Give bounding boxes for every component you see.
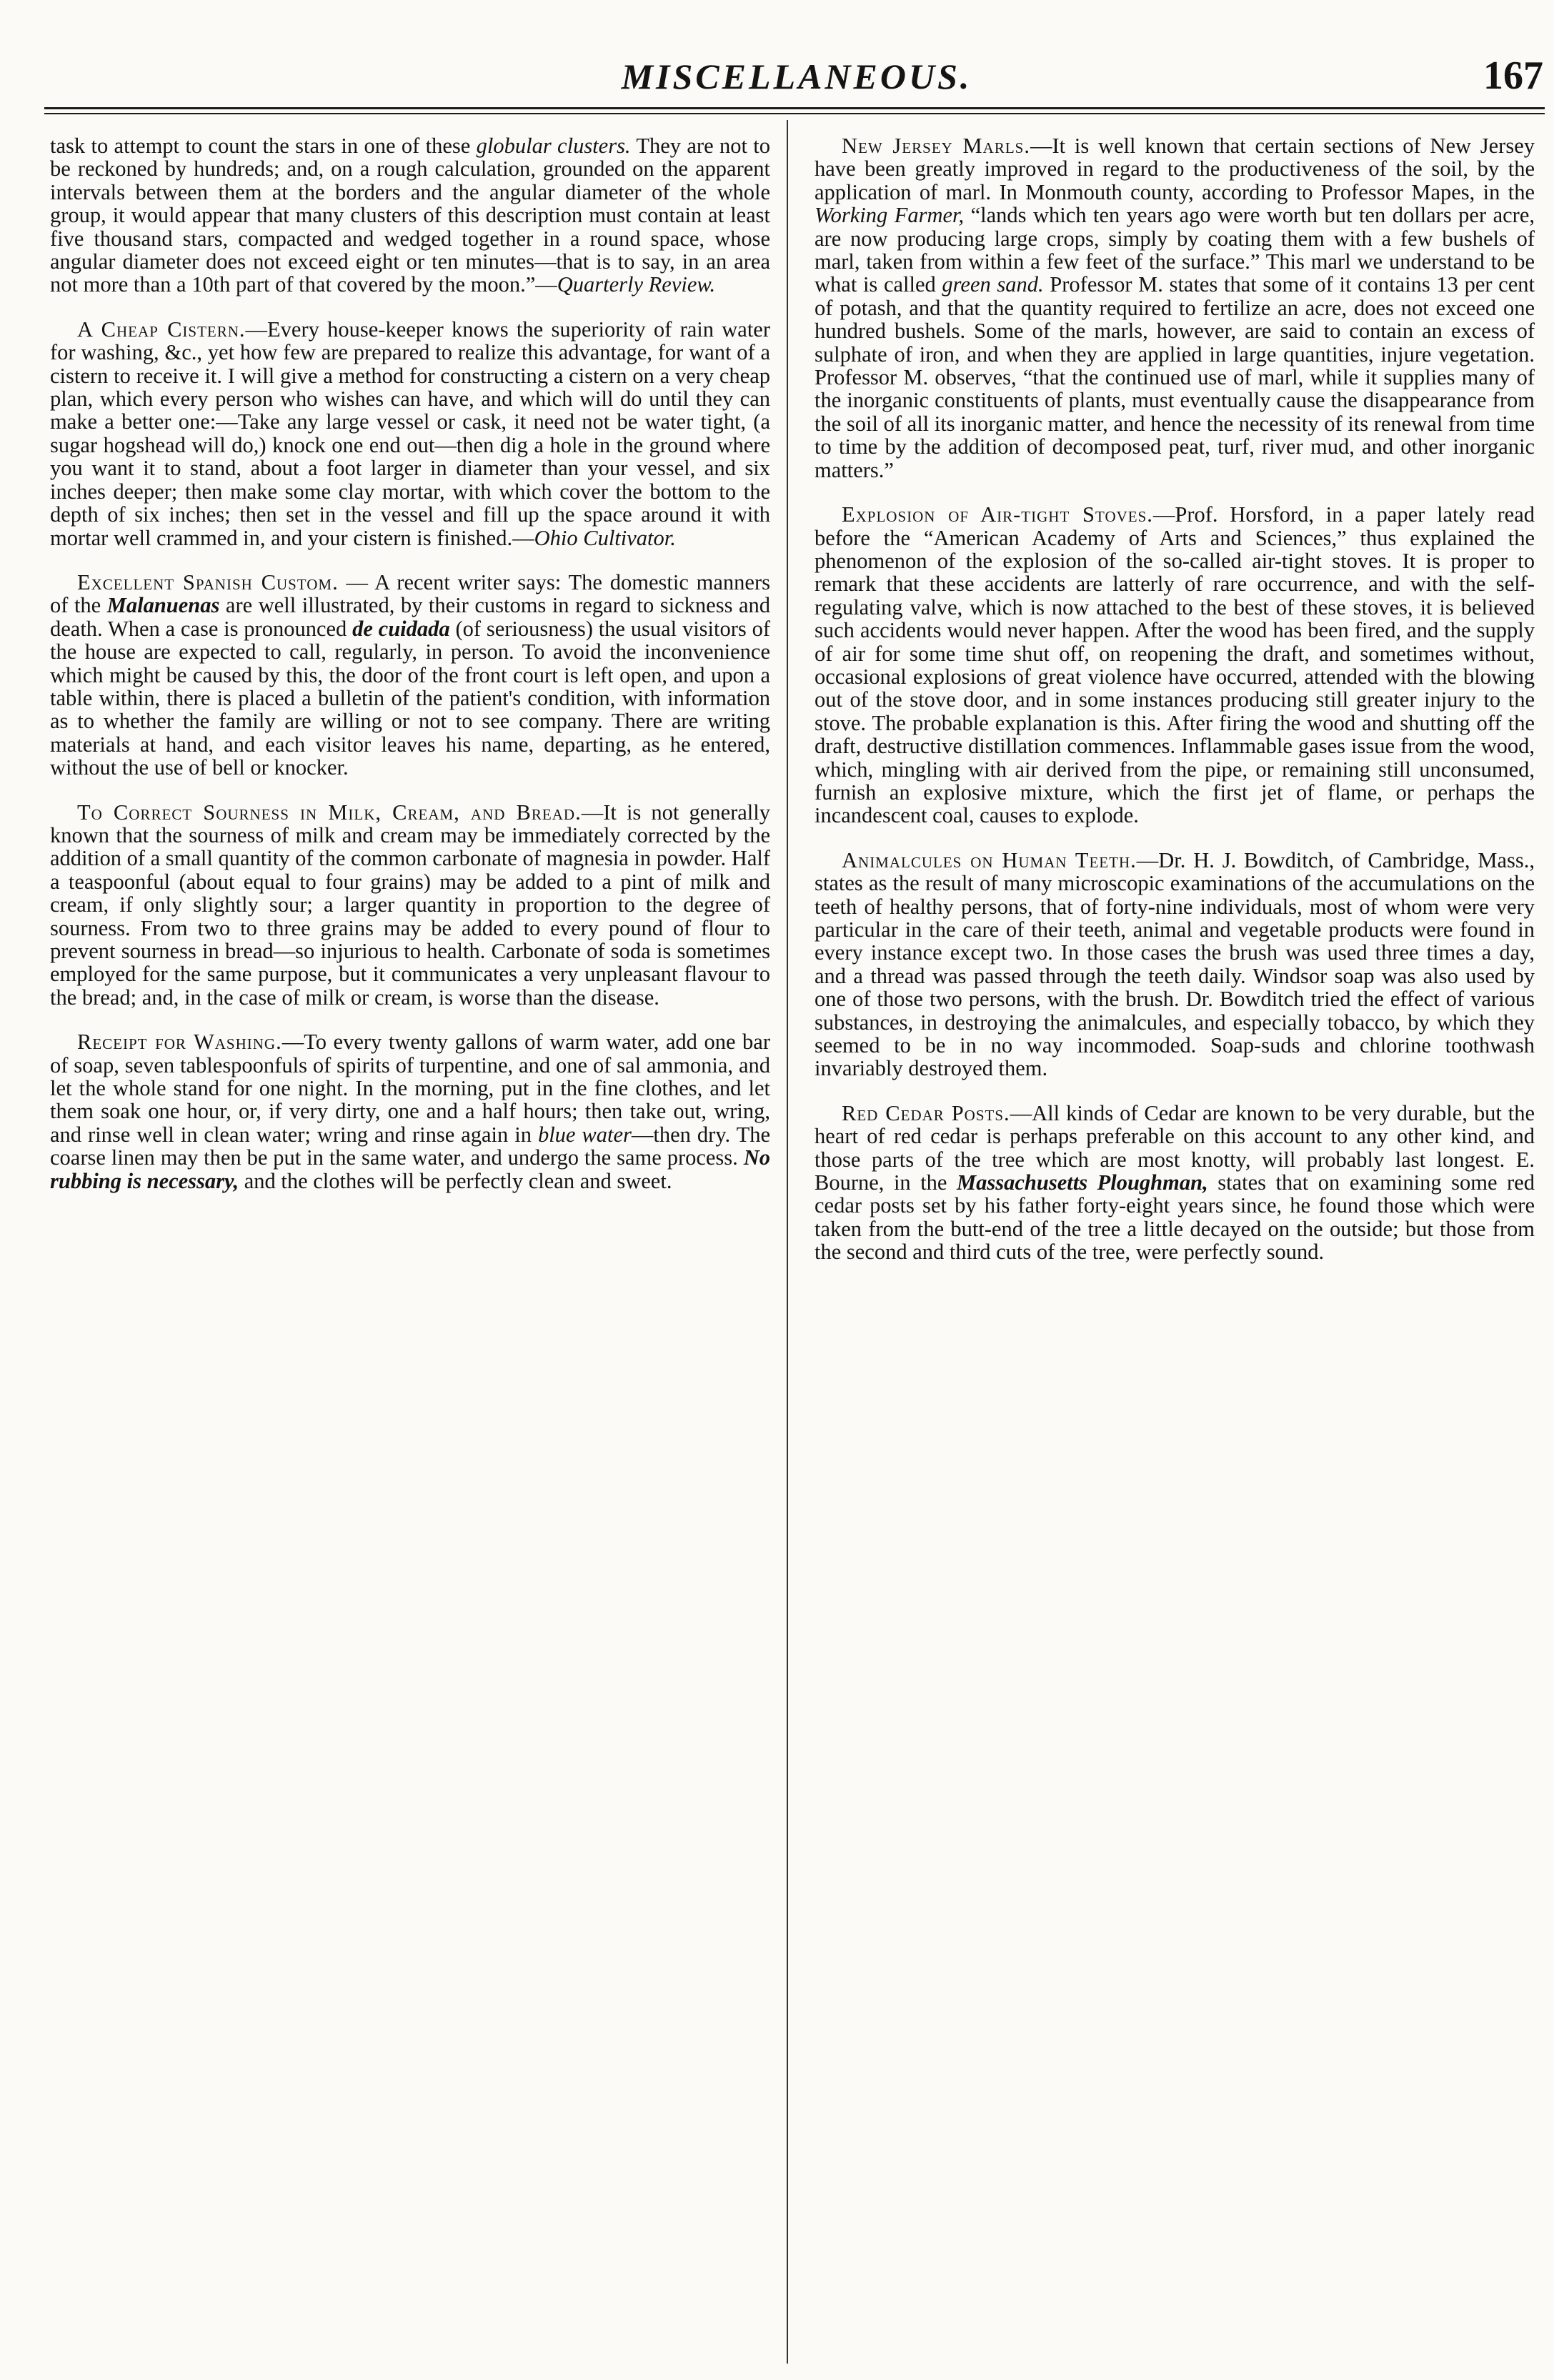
article-heading: New Jersey Marls.	[842, 134, 1030, 158]
left-column	[50, 134, 770, 1193]
article-cheap-cistern: A Cheap Cistern.—Every house-keeper knows the superiority of rain water for washing, &c., yet how few are prepared to realize this advantage, for want of a cistern to receive it. I will give a method for constructing a cistern on a very cheap plan, which every person who wishes can have, and which will do until they can make a better one:—Take any large vessel or cask, it need not be water tight, (a sugar hogshead will do,) knock one end out—then dig a hole in the ground where you want it to stand, about a foot larger in diameter than your vessel, and six inches deeper; then make some clay mortar, with which cover the bottom to the depth of six inches; then set in the vessel and fill up the space around it with mortar well crammed in, and your cistern is finished.—Ohio Cultivator.	[50, 317, 770, 550]
article-stars-continued: task to attempt to count the stars in one of these globular clusters. They are not to be reckoned by hundreds; and, on a rough calculation, grounded on the apparent intervals between them at the borders and the angular diameter of the whole group, it would appear that many clusters of this description must contain at least five thousand stars, compacted and wedged together in a round space, whose angular diameter does not exceed eight or ten minutes—that is to say, in an area not more than a 10th part of that covered by the moon.”—Quarterly Review.	[50, 134, 770, 297]
header-rule-thin	[44, 113, 1545, 114]
article-heading: Receipt for Washing.	[77, 1030, 282, 1055]
article-washing: Receipt for Washing.—To every twenty gallons of warm water, add one bar of soap, seven tablespoonfuls of spirits of turpentine, and one of sal ammonia, and let the whole stand for one night. In the morning, put in the fine clothes, and let them soak one hour, or, if very dirty, one and a half hours; then take out, wring, and rinse well in clean water; wring and rinse again in blue water—then dry. The coarse linen may then be put in the same water, and undergo the same process. No rubbing is necessary, and the clothes will be perfectly clean and sweet.	[50, 1030, 770, 1193]
article-heading: A Cheap Cistern.	[77, 317, 246, 342]
article-animalcules: Animalcules on Human Teeth.—Dr. H. J. Bowditch, of Cambridge, Mass., states as the result of many microscopic examinations of the accumulations on the teeth of healthy persons, that of forty-nine individuals, most of whom were very particular in the care of their teeth, animal and vegetable products were found in every instance except two. In those cases the brush was used three times a day, and a thread was passed through the teeth daily. Windsor soap was also used by one of those two persons, with the brush. Dr. Bowditch tried the effect of various substances, in destroying the animalcules, and especially tobacco, by which they seemed to be in no way incommoded. Soap-suds and chlorine toothwash invariably destroyed them.	[815, 847, 1535, 1081]
article-red-cedar-posts: Red Cedar Posts.—All kinds of Cedar are known to be very durable, but the heart of red cedar is perhaps preferable on this account to any other kind, and those parts of the tree which are most knotty, will probably last longest. E. Bourne, in the Massachusetts Ploughman, states that on examining some red cedar posts set by his father forty-eight years since, he found those which were taken from the butt-end of the tree a little decayed on the outside; but those from the second and third cuts of the tree, were perfectly sound.	[815, 1100, 1535, 1265]
page-header	[50, 56, 1543, 99]
running-title: MISCELLANEOUS.	[621, 56, 972, 96]
page-number: 167	[1483, 54, 1543, 98]
article-heading: Excellent Spanish Custom.	[77, 569, 339, 594]
article-spanish-custom: Excellent Spanish Custom. — A recent writer says: The domestic manners of the Malanuenas are well illustrated, by their customs in regard to sickness and death. When a case is pronounced de cuidada (of seriousness) the usual visitors of the house are expected to call, regularly, in person. To avoid the inconvenience which might be caused by this, the door of the front court is left open, and upon a table within, there is placed a bulletin of the patient's condition, with information as to whether the family are willing or not to see company. There are writing materials at hand, and each visitor leaves his name, departing, as he entered, without the use of bell or knocker.	[50, 569, 771, 780]
header-rule	[44, 107, 1545, 109]
article-heading: Animalcules on Human Teeth.	[842, 847, 1137, 872]
article-source: Ohio Cultivator.	[534, 525, 676, 550]
article-air-tight-stoves: Explosion of Air-tight Stoves.—Prof. Horsford, in a paper lately read before the “American Academy of Arts and Sciences,” thus explained the phenomenon of the explosion of the so-called air-tight stoves. It is proper to remark that these accidents are latterly of rare occurrence, and with the self-regulating valve, which is now attached to the best of these stoves, it is believed such accidents would never happen. After the wood has been fired, and the supply of air for some time shut off, on reopening the draft, and sometimes without, occasional explosions of great violence have occurred, attended with the blowing out of the stove door, and in some instances producing still greater injury to the stove. The probable explanation is this. After firing the wood and shutting off the draft, destructive distillation commences. Inflammable gases issue from the wood, which, mingling with air derived from the pipe, or remaining still unconsumed, furnish an explosive mixture, which the first jet of flame, or perhaps the incandescent coal, causes to explode.	[815, 502, 1535, 828]
column-divider	[787, 120, 788, 2364]
article-new-jersey-marls: New Jersey Marls.—It is well known that certain sections of New Jersey have been greatly improved in regard to the productiveness of the soil, by the application of marl. In Monmouth county, according to Professor Mapes, in the Working Farmer, “lands which ten years ago were worth but ten dollars per acre, are now producing large crops, simply by coating them with a few bushels of marl, taken from within a few feet of the surface.” This marl we understand to be what is called green sand. Professor M. states that some of it contains 13 per cent of potash, and that the quantity required to fertilize an acre, does not exceed one hundred bushels. Some of the marls, however, are said to contain an excess of sulphate of iron, and when they are applied in large quantities, injure vegetation. Professor M. observes, “that the continued use of marl, while it supplies many of the inorganic constituents of plants, must eventually cause the disappearance from the soil of all its inorganic matter, and hence the necessity of its renewal from time to time by the addition of decomposed peat, turf, river mud, and other inorganic matters.”	[815, 134, 1535, 482]
article-source: Quarterly Review.	[557, 272, 716, 297]
article-heading: To Correct Sourness in Milk, Cream, and Bread.	[77, 800, 582, 825]
article-heading: Red Cedar Posts.	[842, 1100, 1010, 1125]
article-sourness: To Correct Sourness in Milk, Cream, and Bread.—It is not generally known that the sourness of milk and cream may be immediately corrected by the addition of a small quantity of the common carbonate of magnesia in powder. Half a teaspoonful (about equal to four grains) may be added to a pint of milk and cream, if only slightly sour; a larger quantity in proportion to the degree of sourness. From two to three grains may be added to every pound of flour to prevent sourness in bread—so injurious to health. Carbonate of soda is sometimes employed for the same purpose, but it communicates a very unpleasant flavour to the bread; and, in the case of milk or cream, is worse than the disease.	[50, 800, 771, 1010]
article-heading: Explosion of Air-tight Stoves.	[842, 502, 1153, 527]
right-column	[815, 134, 1535, 1264]
